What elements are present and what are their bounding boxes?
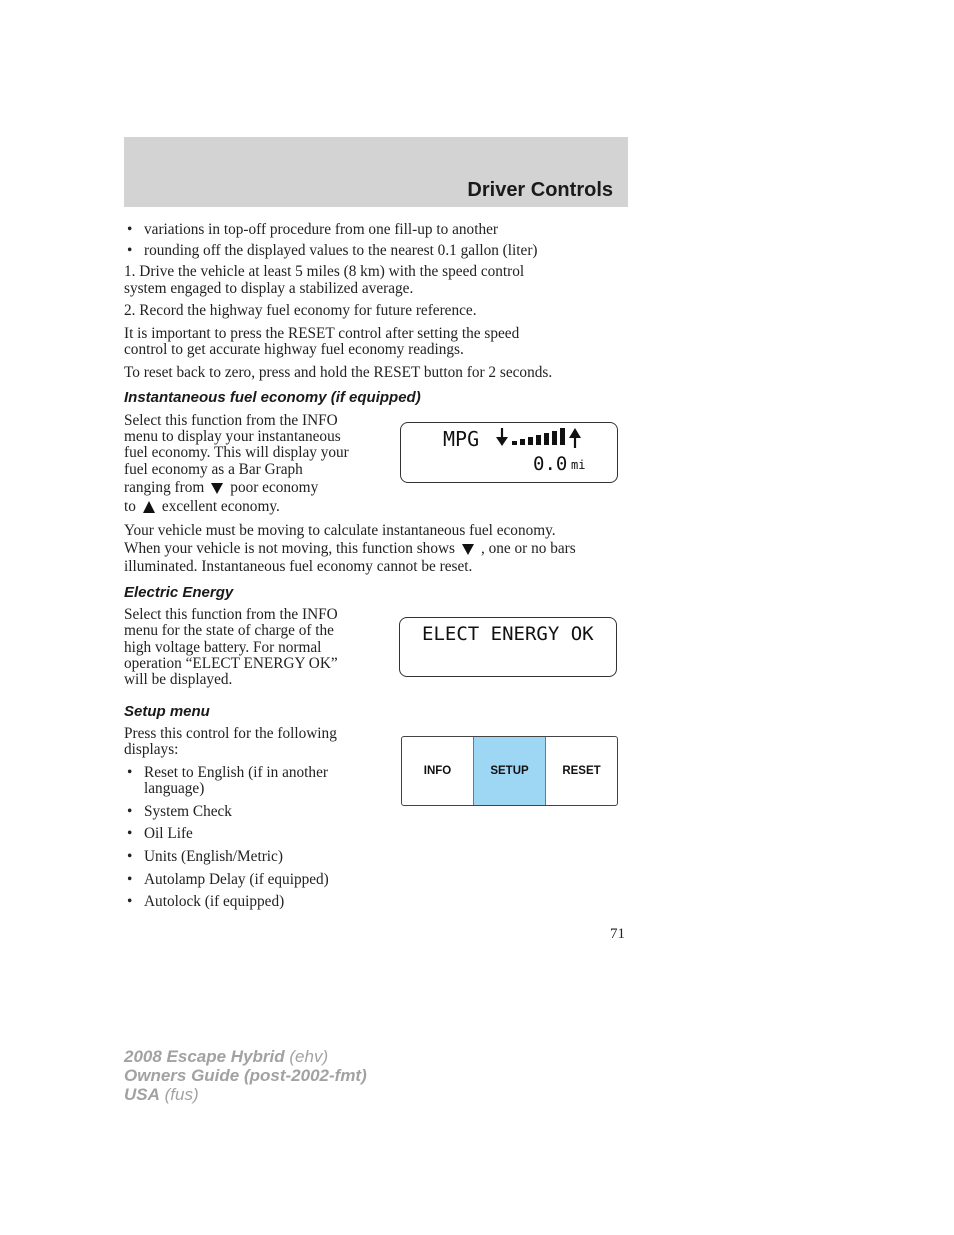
electric-line: high voltage battery. For normal	[124, 639, 322, 656]
setup-list-item-cont: language)	[144, 780, 205, 797]
footer-line1: 2008 Escape Hybrid (ehv)	[124, 1047, 329, 1066]
instant-line: menu to display your instantaneous	[124, 428, 341, 445]
moving-line3: illuminated. Instantaneous fuel economy cannot be reset.	[124, 558, 473, 575]
electric-energy-text: ELECT ENERGY OK	[422, 623, 594, 645]
chapter-title: Driver Controls	[467, 179, 613, 201]
mpg-display	[400, 422, 618, 483]
control-button-panel	[401, 736, 618, 806]
electric-line: will be displayed.	[124, 671, 233, 688]
electric-line: menu for the state of charge of the	[124, 622, 334, 639]
step1-line1: 1. Drive the vehicle at least 5 miles (8 km) with the speed control	[124, 263, 525, 280]
mpg-value: 0.0	[533, 453, 568, 475]
bar-segment	[552, 431, 557, 445]
bar-segment	[560, 428, 565, 445]
electric-line: Select this function from the INFO	[124, 606, 338, 623]
up-arrow-icon	[142, 500, 156, 514]
bar-segment	[520, 439, 525, 445]
step2: 2. Record the highway fuel economy for future reference.	[124, 302, 477, 319]
reset-button[interactable]: RESET	[562, 765, 601, 777]
up-arrow-icon	[569, 428, 581, 448]
moving-line1: Your vehicle must be moving to calculate instantaneous fuel economy.	[124, 522, 556, 539]
bar-segment	[536, 435, 541, 445]
setup-intro-line2: displays:	[124, 741, 179, 758]
section-heading-setup: Setup menu	[124, 703, 210, 720]
instant-line: fuel economy as a Bar Graph	[124, 461, 303, 478]
electric-line: operation “ELECT ENERGY OK”	[124, 655, 338, 672]
instant-line: fuel economy. This will display your	[124, 444, 349, 461]
chapter-header	[124, 137, 628, 207]
moving-line2: When your vehicle is not moving, this function shows , one or no bars	[124, 540, 576, 557]
down-arrow-icon	[461, 542, 475, 556]
zero-note: To reset back to zero, press and hold the RESET button for 2 seconds.	[124, 364, 553, 381]
step1-line2: system engaged to display a stabilized average.	[124, 280, 414, 297]
electric-energy-display	[399, 617, 617, 677]
instant-ranging-line: ranging from poor economy	[124, 479, 319, 496]
mpg-label: MPG	[443, 427, 480, 451]
down-arrow-icon	[210, 481, 224, 495]
section-heading-electric: Electric Energy	[124, 584, 234, 601]
bar-segment	[512, 441, 517, 445]
instant-to-line: to excellent economy.	[124, 498, 280, 515]
page-number: 71	[610, 926, 625, 942]
reset-note-line1: It is important to press the RESET control after setting the speed	[124, 325, 520, 342]
section-heading-instantaneous: Instantaneous fuel economy (if equipped)	[124, 389, 421, 406]
bar-segment	[528, 437, 533, 445]
mpg-unit: mi	[571, 458, 586, 472]
mpg-bar-graph	[495, 427, 585, 449]
reset-note-line2: control to get accurate highway fuel economy readings.	[124, 341, 464, 358]
footer-line3: USA (fus)	[124, 1085, 199, 1104]
instant-line: Select this function from the INFO	[124, 412, 338, 429]
info-button[interactable]: INFO	[402, 737, 474, 805]
bar-segment	[544, 433, 549, 445]
setup-intro-line1: Press this control for the following	[124, 725, 337, 742]
footer-line2: Owners Guide (post-2002-fmt)	[124, 1066, 367, 1085]
setup-button[interactable]: SETUP	[474, 737, 546, 805]
down-arrow-icon	[496, 428, 508, 446]
